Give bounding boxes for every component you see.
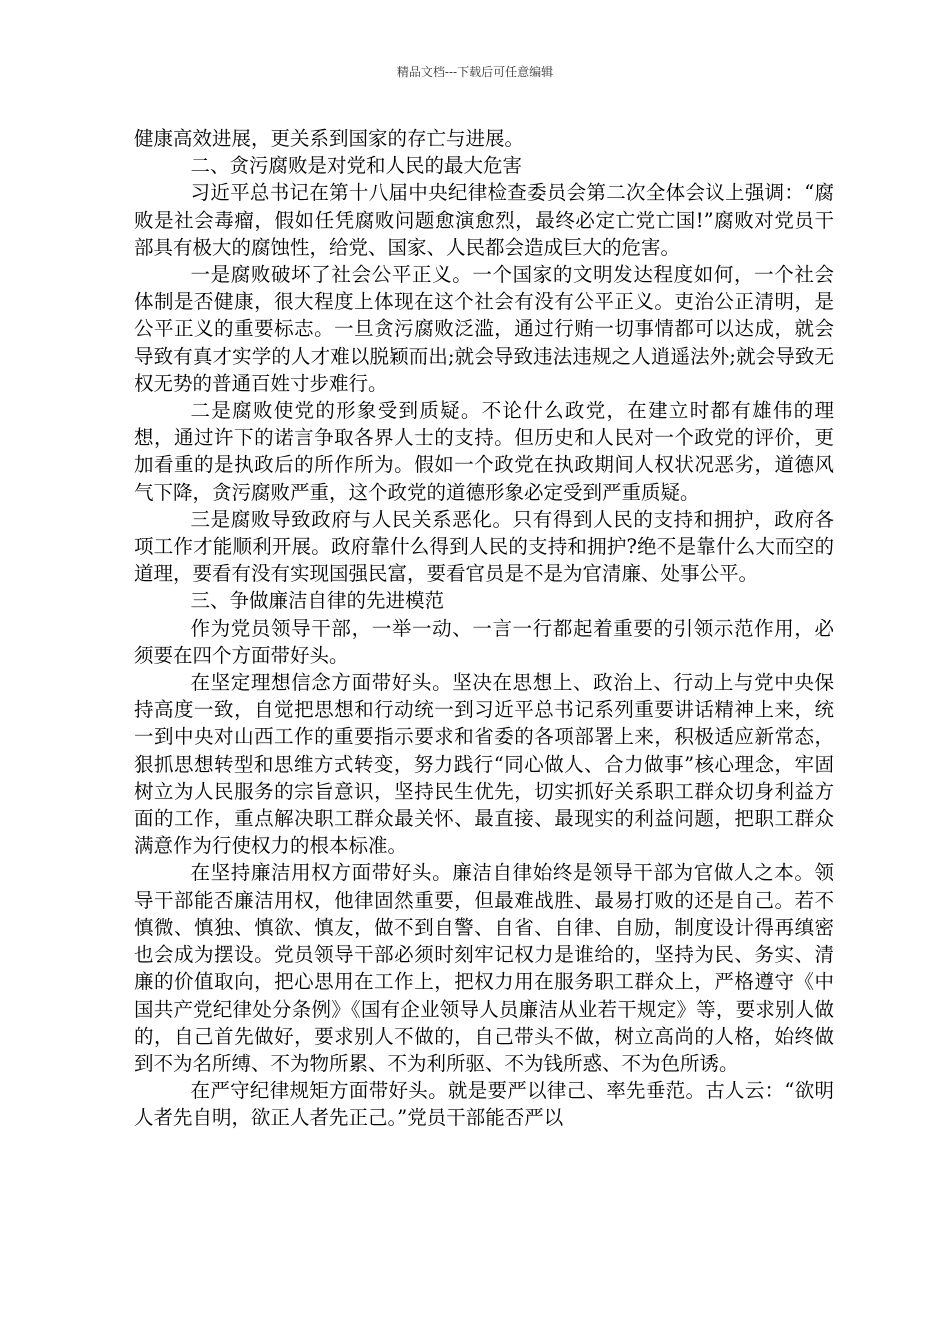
paragraph-9: 在坚定理想信念方面带好头。坚决在思想上、政治上、行动上与党中央保持高度一致，自觉把思想和行动统一到习近平总书记系列重要讲话精神上来，统一到中央对山西工作的重要指示要求和省委的各项部署上来，积极适应新常态，狠抓思想转型和思维方式转变，努力践行“同心做人、合力做事”核心理念，牢固树立为人民服务的宗旨意识，坚持民生优先，切实抓好关系职工群众切身利益方面的工作，重点解决职工群众最关怀、最直接、最现实的利益问题，把职工群众满意作为行使权力的根本标准。 bbox=[134, 671, 834, 858]
paragraph-10: 在坚持廉洁用权方面带好头。廉洁自律始终是领导干部为官做人之本。领导干部能否廉洁用权，他律固然重要，但最难战胜、最易打败的还是自己。若不慎微、慎独、慎欲、慎友，做不到自警、自省、自律、自励，制度设计得再缜密也会成为摆设。党员领导干部必须时刻牢记权力是谁给的，坚持为民、务实、清廉的价值取向，把心思用在工作上，把权力用在服务职工群众上，严格遵守《中国共产党纪律处分条例》《国有企业领导人员廉洁从业若干规定》等，要求别人做的，自己首先做好，要求别人不做的，自己带头不做，树立高尚的人格，始终做到不为名所缚、不为物所累、不为利所驱、不为钱所惑、不为色所诱。 bbox=[134, 861, 834, 1075]
paragraph-1: 健康高效进展，更关系到国家的存亡与进展。 bbox=[134, 127, 525, 150]
paragraph-11: 在严守纪律规矩方面带好头。就是要严以律己、率先垂范。古人云：“欲明人者先自明，欲正人者先正己。”党员干部能否严以 bbox=[134, 1079, 834, 1130]
paragraph-4: 一是腐败破坏了社会公平正义。一个国家的文明发达程度如何，一个社会体制是否健康，很大程度上体现在这个社会有没有公平正义。吏治公正清明，是公平正义的重要标志。一旦贪污腐败泛滥，通过行贿一切事情都可以达成，就会导致有真才实学的人才难以脱颖而出;就会导致违法违规之人逍遥法外;就会导致无权无势的普通百姓寸步难行。 bbox=[134, 263, 834, 395]
document-body bbox=[134, 125, 834, 1132]
paragraph-3: 习近平总书记在第十八届中央纪律检查委员会第二次全体会议上强调：“腐败是社会毒瘤，假如任凭腐败问题愈演愈烈，最终必定亡党亡国!”腐败对党员干部具有极大的腐蚀性，给党、国家、人民都会造成巨大的危害。 bbox=[134, 181, 834, 259]
page-header: 精品文档---下载后可任意编辑 bbox=[396, 65, 554, 79]
paragraph-8: 作为党员领导干部，一举一动、一言一行都起着重要的引领示范作用，必须要在四个方面带好头。 bbox=[134, 616, 834, 667]
paragraph-6: 三是腐败导致政府与人民关系恶化。只有得到人民的支持和拥护，政府各项工作才能顺利开展。政府靠什么得到人民的支持和拥护?绝不是靠什么大而空的道理，要看有没有实现国强民富，要看官员是不是为官清廉、处事公平。 bbox=[134, 507, 834, 586]
section-heading-2: 二、贪污腐败是对党和人民的最大危害 bbox=[190, 154, 523, 178]
paragraph-5: 二是腐败使党的形象受到质疑。不论什么政党，在建立时都有雄伟的理想，通过许下的诺言争取各界人士的支持。但历史和人民对一个政党的评价，更加看重的是执政后的所作所为。假如一个政党在执政期间人权状况恶劣，道德风气下降，贪污腐败严重，这个政党的道德形象必定受到严重质疑。 bbox=[134, 399, 834, 504]
section-heading-3: 三、争做廉洁自律的先进模范 bbox=[190, 589, 445, 613]
